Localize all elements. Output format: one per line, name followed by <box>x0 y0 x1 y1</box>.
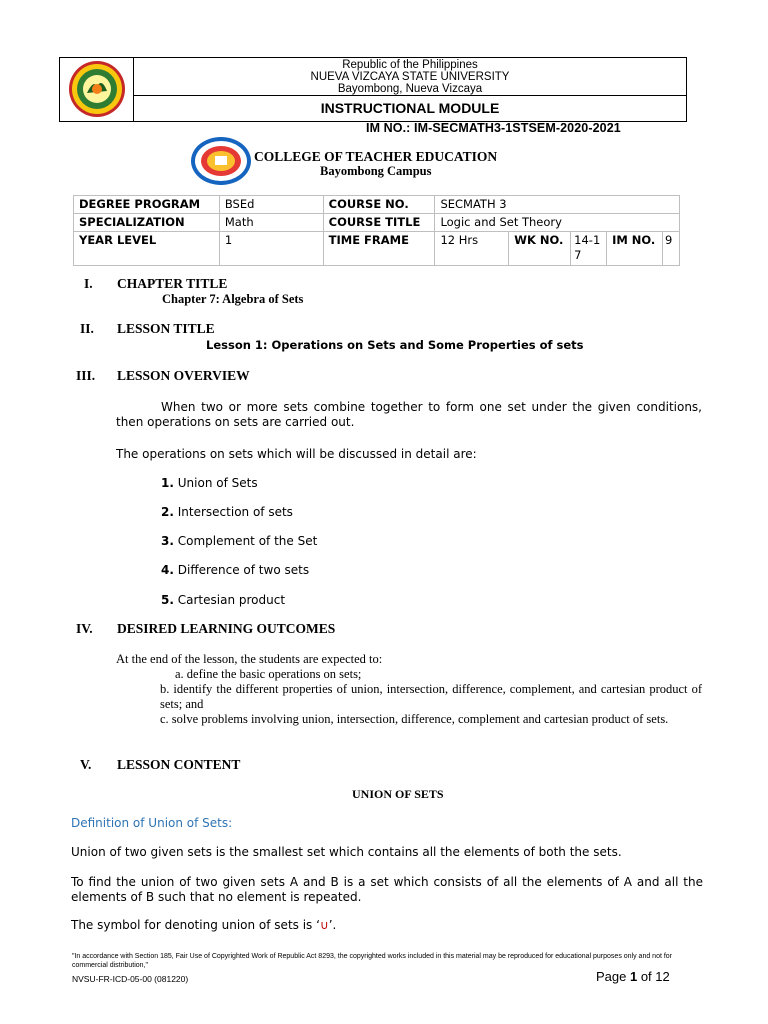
list-item-number: 5. <box>161 593 174 607</box>
section-heading: DESIRED LEARNING OUTCOMES <box>117 621 336 636</box>
list-item-text: Complement of the Set <box>177 534 318 548</box>
overview-paragraph: When two or more sets combine together to form one set under the given conditions, then operations on sets are carried out. <box>116 400 702 429</box>
list-item <box>161 563 309 578</box>
section-number: II. <box>80 321 94 336</box>
section-number: I. <box>84 276 93 291</box>
list-item-number: 3. <box>161 534 174 548</box>
list-item <box>161 476 258 491</box>
union-symbol: ∪ <box>319 918 329 932</box>
form-code: NVSU-FR-ICD-05-00 (081220) <box>72 974 189 984</box>
section-heading: CHAPTER TITLE <box>117 276 228 291</box>
degree-program-value: BSEd <box>219 196 323 214</box>
outcome-b: b. identify the different properties of union, intersection, difference, complement, and cartesian product of sets; and <box>160 682 702 711</box>
course-no-value: SECMATH 3 <box>435 196 680 214</box>
symbol-line-end: ’. <box>328 918 337 932</box>
year-level-label: YEAR LEVEL <box>74 232 220 266</box>
section-heading: LESSON CONTENT <box>117 757 241 772</box>
course-title-value: Logic and Set Theory <box>435 214 680 232</box>
im-no-value: 9 <box>662 232 679 266</box>
college-seal-icon <box>190 136 252 186</box>
university-seal-icon <box>60 58 134 121</box>
wk-no-value: 14-17 <box>571 232 607 266</box>
campus-name: Bayombong Campus <box>320 164 432 178</box>
list-item <box>161 505 293 520</box>
list-item-text: Intersection of sets <box>177 505 293 519</box>
specialization-label: SPECIALIZATION <box>74 214 220 232</box>
university-name-cell <box>134 58 686 96</box>
section-number: IV. <box>76 621 93 636</box>
content-subtitle: UNION OF SETS <box>352 787 444 801</box>
university-name: NUEVA VIZCAYA STATE UNIVERSITY <box>310 71 510 83</box>
list-item-text: Union of Sets <box>177 476 258 490</box>
table-row <box>74 214 680 232</box>
union-explanation: To find the union of two given sets A and B is a set which consists of all the elements of A and all the elements of B such that no element is repeated. <box>71 875 703 904</box>
list-item-text: Cartesian product <box>177 593 286 607</box>
wk-no-label: WK NO. <box>509 232 571 266</box>
definition-heading: Definition of Union of Sets: <box>71 816 233 830</box>
outcome-c: c. solve problems involving union, intersection, difference, complement and cartesian product of sets. <box>160 712 669 726</box>
section-heading: LESSON OVERVIEW <box>117 368 250 383</box>
im-no-label: IM NO. <box>607 232 663 266</box>
union-definition: Union of two given sets is the smallest set which contains all the elements of both the sets. <box>71 845 622 859</box>
page-total: 12 <box>655 969 670 984</box>
document-header <box>59 57 687 122</box>
page-number <box>596 969 670 984</box>
symbol-line-text: The symbol for denoting union of sets is ‘ <box>71 918 320 932</box>
course-title-label: COURSE TITLE <box>323 214 435 232</box>
republic-text: Republic of the Philippines <box>342 59 478 71</box>
list-item <box>161 534 317 549</box>
page-prefix: Page <box>596 969 630 984</box>
university-location: Bayombong, Nueva Vizcaya <box>337 83 483 95</box>
course-info-table <box>73 195 680 266</box>
list-item-number: 2. <box>161 505 174 519</box>
degree-program-label: DEGREE PROGRAM <box>74 196 220 214</box>
time-frame-value: 12 Hrs <box>435 232 509 266</box>
im-number: IM NO.: IM-SECMATH3-1STSEM-2020-2021 <box>366 121 621 135</box>
course-no-label: COURSE NO. <box>323 196 435 214</box>
outcome-a: a. define the basic operations on sets; <box>175 667 362 681</box>
page-current: 1 <box>629 969 638 984</box>
list-item-number: 4. <box>161 563 174 577</box>
section-heading: LESSON TITLE <box>117 321 215 336</box>
table-row <box>74 196 680 214</box>
list-item-text: Difference of two sets <box>177 563 310 577</box>
lesson-title-text: Lesson 1: Operations on Sets and Some Properties of sets <box>206 338 584 352</box>
section-number: V. <box>80 757 92 772</box>
chapter-title-text: Chapter 7: Algebra of Sets <box>162 292 304 306</box>
time-frame-label: TIME FRAME <box>323 232 435 266</box>
year-level-value: 1 <box>219 232 323 266</box>
college-name: COLLEGE OF TEACHER EDUCATION <box>254 149 498 164</box>
union-symbol-line <box>71 918 336 933</box>
section-number: III. <box>76 368 96 383</box>
list-item-number: 1. <box>161 476 174 490</box>
copyright-note: "In accordance with Section 185, Fair Use of Copyrighted Work of Republic Act 8293, the copyrighted works included in this material may be reproduced for educational purposes only and not for commercial distribution," <box>72 953 673 969</box>
module-title: INSTRUCTIONAL MODULE <box>320 100 500 116</box>
specialization-value: Math <box>219 214 323 232</box>
overview-intro: The operations on sets which will be discussed in detail are: <box>116 447 477 461</box>
outcomes-intro: At the end of the lesson, the students are expected to: <box>116 652 383 666</box>
page-of: of <box>637 969 656 984</box>
university-seal-cell <box>60 58 134 121</box>
list-item <box>161 593 285 608</box>
table-row <box>74 232 680 266</box>
